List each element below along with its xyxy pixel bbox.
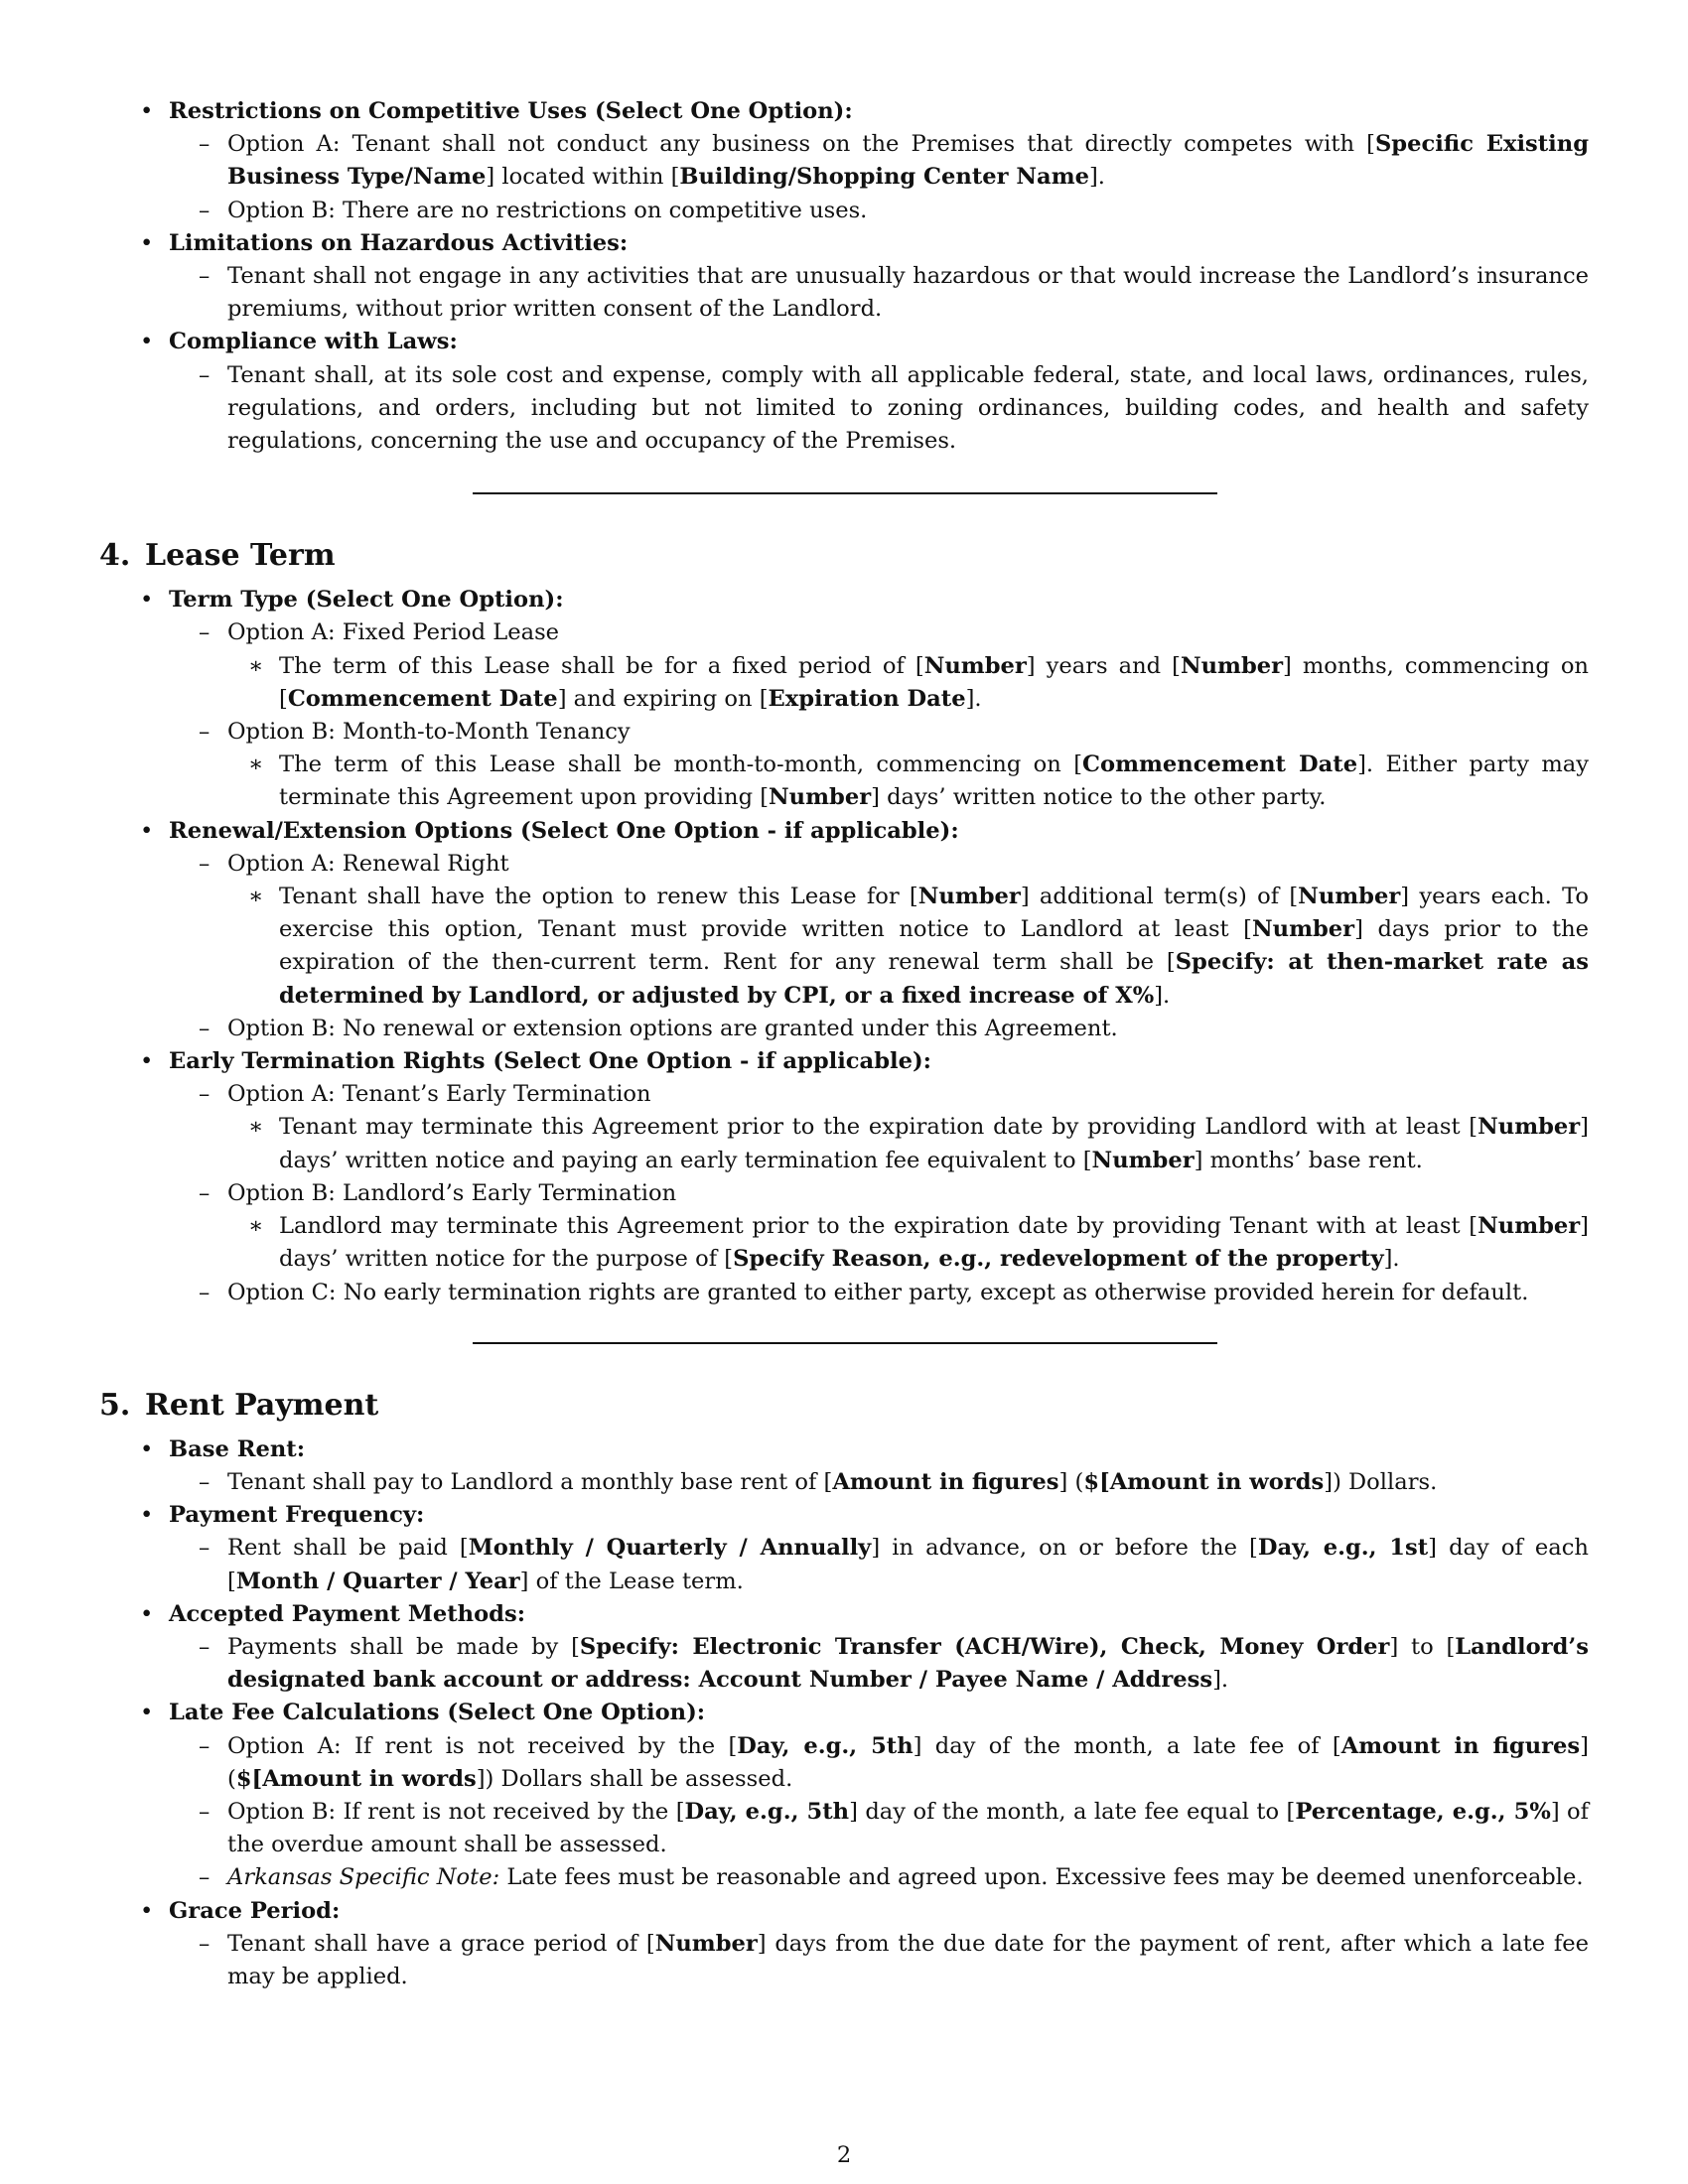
option-c-no-termination: – Option C: No early termination rights are granted to either party, except as otherwise provided herein for default. — [227, 1277, 1589, 1309]
bullet-base-rent: • Base Rent: — [99, 1433, 1589, 1466]
option-a-renewal-right: – Option A: Renewal Right — [227, 848, 1589, 881]
payment-frequency-text: – Rent shall be paid [Monthly / Quarterly / Annually] in advance, on or before the [Day, e.g., 1st] day of each [Month / Quarter / Year] of the Lease term. — [227, 1532, 1589, 1597]
grace-period-text: – Tenant shall have a grace period of [Number] days from the due date for the payment of rent, after which a late fee may be applied. — [227, 1928, 1589, 1993]
bullet-term-type: • Term Type (Select One Option): — [99, 584, 1589, 616]
option-a-tenant-termination: – Option A: Tenant’s Early Termination — [227, 1078, 1589, 1111]
bullet-early-termination: • Early Termination Rights (Select One Option - if applicable): — [99, 1045, 1589, 1078]
section-heading-lease-term: 4. Lease Term — [99, 538, 336, 574]
bullet-hazardous: • Limitations on Hazardous Activities: — [99, 227, 1589, 260]
section-divider — [473, 492, 1217, 494]
option-b-late-fee: – Option B: If rent is not received by the [Day, e.g., 5th] day of the month, a late fee equal to [Percentage, e.g., 5%] of the overdue amount shall be assessed. — [227, 1796, 1589, 1861]
tenant-termination-text: ∗ Tenant may terminate this Agreement prior to the expiration date by providing Landlord with at least [Number] days’ written notice and paying an early termination fee equivalent to [Number] months’ base rent. — [279, 1111, 1589, 1176]
landlord-termination-text: ∗ Landlord may terminate this Agreement prior to the expiration date by providing Tenant with at least [Number] days’ written notice for the purpose of [Specify Reason, e.g., redevelopment of the property]. — [279, 1210, 1589, 1276]
arkansas-note: – Arkansas Specific Note: Late fees must be reasonable and agreed upon. Excessive fees may be deemed unenforceable. — [227, 1861, 1589, 1894]
renewal-right-text: ∗ Tenant shall have the option to renew this Lease for [Number] additional term(s) of [Number] years each. To exercise this option, Tenant must provide written notice to Landlord at least [Number] days prior to the expiration of the then-current term. Rent for any renewal term shall be [Specify: at then-market rate as determined by Landlord, or adjusted by CPI, or a fixed increase of X%]. — [279, 881, 1589, 1013]
fixed-period-text: ∗ The term of this Lease shall be for a fixed period of [Number] years and [Number] months, commencing on [Commencement Date] and expiring on [Expiration Date]. — [279, 650, 1589, 716]
bullet-competitive-uses: • Restrictions on Competitive Uses (Select One Option): — [99, 95, 1589, 128]
payment-methods-text: – Payments shall be made by [Specify: Electronic Transfer (ACH/Wire), Check, Money Order] to [Landlord’s designated bank account or address: Account Number / Payee Name / Address]. — [227, 1631, 1589, 1697]
hazardous-text: – Tenant shall not engage in any activities that are unusually hazardous or that would increase the Landlord’s insurance premiums, without prior written consent of the Landlord. — [227, 260, 1589, 326]
option-a-competitive: – Option A: Tenant shall not conduct any business on the Premises that directly competes with [Specific Existing Business Type/Name] located within [Building/Shopping Center Name]. — [227, 128, 1589, 194]
option-b-competitive: – Option B: There are no restrictions on competitive uses. — [227, 195, 1589, 227]
page-number: 2 — [836, 2142, 852, 2168]
bullet-payment-frequency: • Payment Frequency: — [99, 1499, 1589, 1532]
option-a-fixed-period: – Option A: Fixed Period Lease — [227, 616, 1589, 649]
option-b-no-renewal: – Option B: No renewal or extension options are granted under this Agreement. — [227, 1013, 1589, 1045]
option-b-month-to-month: – Option B: Month-to-Month Tenancy — [227, 716, 1589, 749]
section-heading-rent-payment: 5. Rent Payment — [99, 1387, 379, 1423]
bullet-grace-period: • Grace Period: — [99, 1895, 1589, 1928]
section-divider — [473, 1342, 1217, 1344]
bullet-compliance: • Compliance with Laws: — [99, 326, 1589, 358]
bullet-late-fee: • Late Fee Calculations (Select One Option): — [99, 1697, 1589, 1729]
bullet-payment-methods: • Accepted Payment Methods: — [99, 1598, 1589, 1631]
option-a-late-fee: – Option A: If rent is not received by the [Day, e.g., 5th] day of the month, a late fee of [Amount in figures] ($[Amount in words]) Dollars shall be assessed. — [227, 1730, 1589, 1796]
base-rent-text: – Tenant shall pay to Landlord a monthly base rent of [Amount in figures] ($[Amount in words]) Dollars. — [227, 1466, 1589, 1499]
option-b-landlord-termination: – Option B: Landlord’s Early Termination — [227, 1177, 1589, 1210]
month-to-month-text: ∗ The term of this Lease shall be month-to-month, commencing on [Commencement Date]. Either party may terminate this Agreement upon providing [Number] days’ written notice to the other party. — [279, 749, 1589, 814]
compliance-text: – Tenant shall, at its sole cost and expense, comply with all applicable federal, state, and local laws, ordinances, rules, regulations, and orders, including but not limited to zoning ordinances, building codes, and health and safety regulations, concerning the use and occupancy of the Premises. — [227, 359, 1589, 459]
document-body — [99, 95, 1589, 1993]
bullet-renewal: • Renewal/Extension Options (Select One Option - if applicable): — [99, 815, 1589, 848]
